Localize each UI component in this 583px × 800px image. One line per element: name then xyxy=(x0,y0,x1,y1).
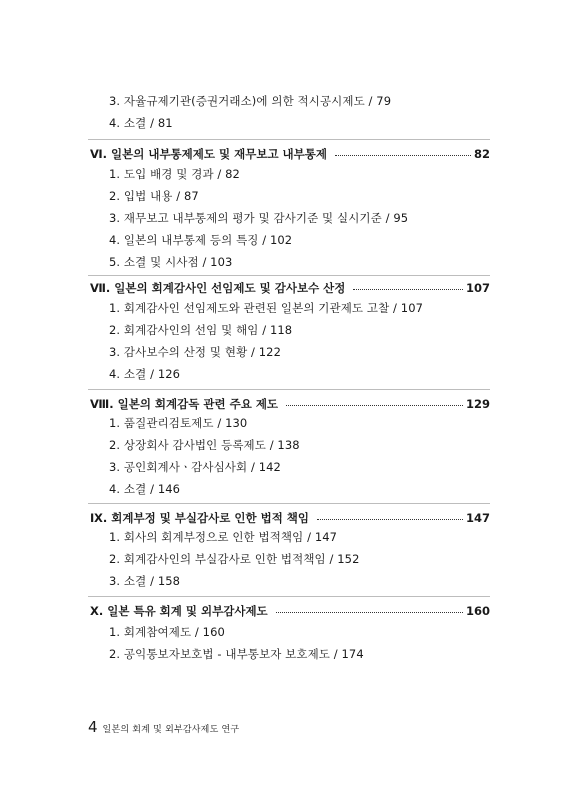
toc-chapter-6[interactable] xyxy=(90,146,490,162)
page-footer xyxy=(88,718,239,736)
section-divider xyxy=(88,389,490,390)
toc-chapter-10[interactable] xyxy=(90,603,490,619)
toc-entry[interactable]: 4. 일본의 내부통제 등의 특징 / 102 xyxy=(109,233,293,247)
chapter-title: Ⅶ. 일본의 회계감사인 선임제도 및 감사보수 산정 xyxy=(90,281,346,295)
toc-entry[interactable]: 1. 회계감사인 선임제도와 관련된 일본의 기관제도 고찰 / 107 xyxy=(109,301,424,315)
toc-entry[interactable]: 1. 도입 배경 및 경과 / 82 xyxy=(109,167,240,181)
toc-entry[interactable]: 3. 공인회계사ㆍ감사심사회 / 142 xyxy=(109,460,281,474)
chapter-page: 82 xyxy=(473,147,490,161)
toc-entry[interactable]: 4. 소결 / 126 xyxy=(109,367,181,381)
running-title: 일본의 회계 및 외부감사제도 연구 xyxy=(102,725,240,735)
page-number: 4 xyxy=(88,718,98,736)
chapter-page: 160 xyxy=(465,604,490,618)
chapter-title: Ⅵ. 일본의 내부통제제도 및 재무보고 내부통제 xyxy=(90,147,327,161)
dot-leader xyxy=(286,405,463,406)
toc-entry[interactable]: 1. 회계참여제도 / 160 xyxy=(109,625,225,639)
section-divider xyxy=(88,139,490,140)
toc-entry[interactable]: 4. 소결 / 81 xyxy=(109,116,173,130)
toc-chapter-8[interactable] xyxy=(90,396,490,412)
chapter-page: 107 xyxy=(465,281,490,295)
toc-entry[interactable]: 5. 소결 및 시사점 / 103 xyxy=(109,255,233,269)
dot-leader xyxy=(335,155,471,156)
dot-leader xyxy=(317,519,463,520)
toc-entry[interactable]: 3. 재무보고 내부통제의 평가 및 감사기준 및 실시기준 / 95 xyxy=(109,211,409,225)
toc-entry[interactable]: 3. 소결 / 158 xyxy=(109,574,181,588)
chapter-title: Ⅹ. 일본 특유 회계 및 외부감사제도 xyxy=(90,604,268,618)
section-divider xyxy=(88,596,490,597)
toc-entry[interactable]: 2. 회계감사인의 선임 및 해임 / 118 xyxy=(109,323,293,337)
toc-entry[interactable]: 3. 감사보수의 산정 및 현황 / 122 xyxy=(109,345,282,359)
toc-chapter-7[interactable] xyxy=(90,280,490,296)
section-divider xyxy=(88,503,490,504)
chapter-page: 129 xyxy=(465,397,490,411)
toc-entry[interactable]: 2. 공익통보자보호법 - 내부통보자 보호제도 / 174 xyxy=(109,647,364,661)
toc-entry[interactable]: 4. 소결 / 146 xyxy=(109,482,181,496)
toc-chapter-9[interactable] xyxy=(90,510,490,526)
toc-entry[interactable]: 3. 자율규제기관(증권거래소)에 의한 적시공시제도 / 79 xyxy=(109,94,392,108)
section-divider xyxy=(88,275,490,276)
dot-leader xyxy=(353,289,463,290)
chapter-title: Ⅸ. 회계부정 및 부실감사로 인한 법적 책임 xyxy=(90,511,310,525)
chapter-page: 147 xyxy=(465,511,490,525)
chapter-title: Ⅷ. 일본의 회계감독 관련 주요 제도 xyxy=(90,397,279,411)
toc-entry[interactable]: 2. 상장회사 감사법인 등록제도 / 138 xyxy=(109,438,300,452)
dot-leader xyxy=(276,612,463,613)
toc-entry[interactable]: 1. 품질관리검토제도 / 130 xyxy=(109,416,248,430)
toc-entry[interactable]: 1. 회사의 회계부정으로 인한 법적책임 / 147 xyxy=(109,530,338,544)
toc-entry[interactable]: 2. 입법 내용 / 87 xyxy=(109,189,199,203)
toc-entry[interactable]: 2. 회계감사인의 부실감사로 인한 법적책임 / 152 xyxy=(109,552,360,566)
